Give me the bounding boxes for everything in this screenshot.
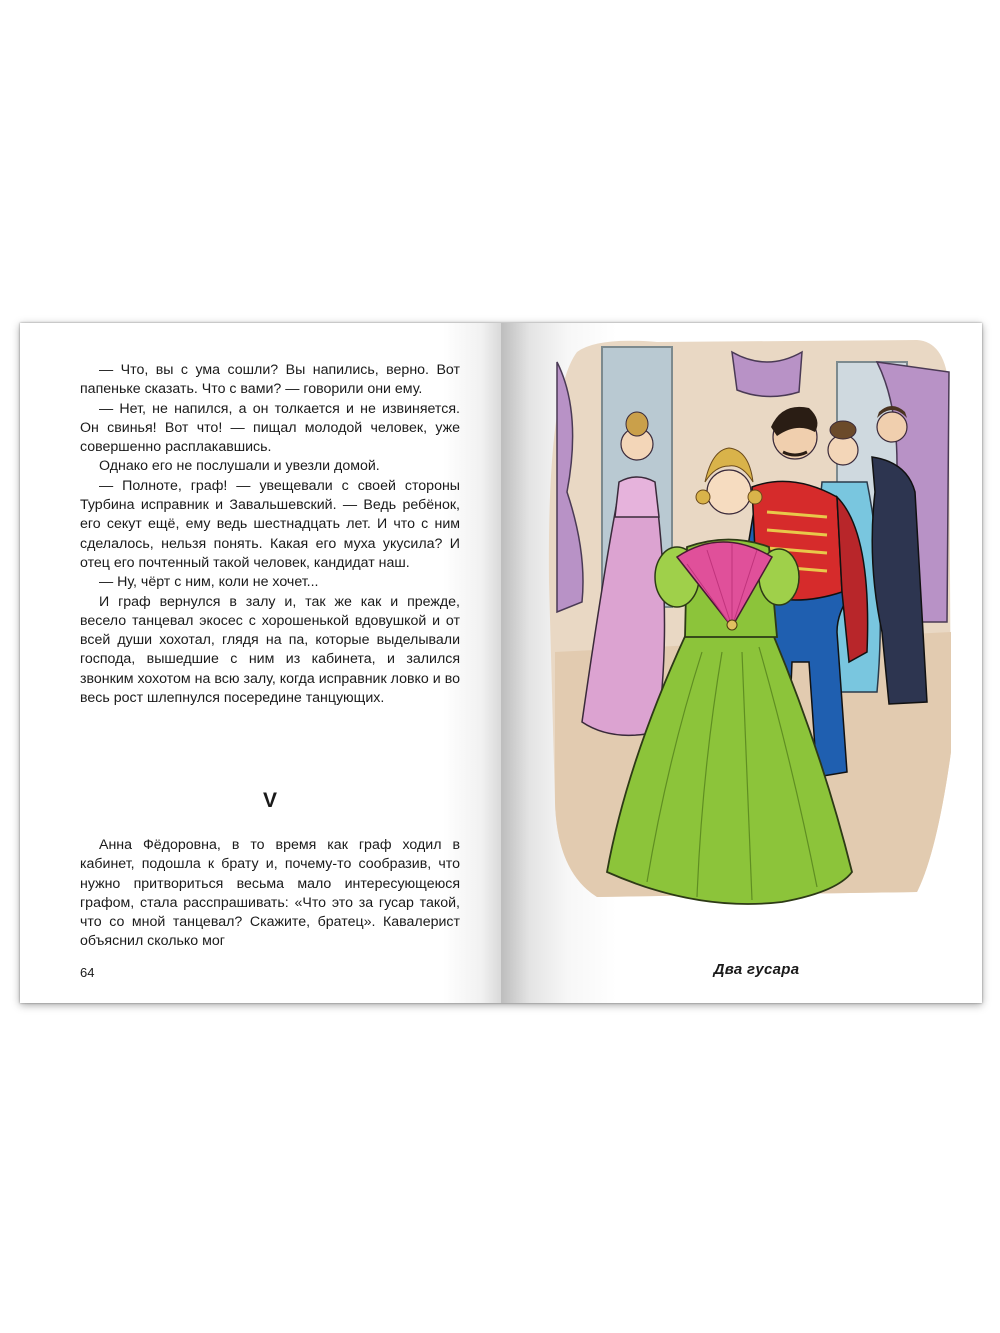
ballroom-illustration (537, 332, 957, 932)
paragraph: Однако его не послушали и увезли домой. (99, 458, 380, 475)
open-book (20, 323, 982, 1003)
paragraph: — Ну, чёрт с ним, коли не хочет... (99, 574, 319, 591)
paragraph: — Полноте, граф! — увещевали с своей стороны Турбина исправник и Завальшевский. — Ведь ребёнок, его секут ещё, ему ведь шестнадцать лет. И что с ним сделалось, нельзя понять. Какая его муха укусила? И отец его почтенный такой человек, кандидат наш. (80, 477, 460, 571)
text-block-top (80, 361, 460, 708)
text-block-chapter (80, 836, 460, 952)
paragraph: И граф вернулся в залу и, так же как и прежде, весело танцевал экосес с хорошенькой вдовушкой и от всей души хохотал, глядя на па, которые выделывали господа, вышедшие с ним из кабинета, и залился звонким хохотом на всю залу, когда исправник ловко и во весь рост шлепнулся посередине танцующих. (80, 593, 460, 707)
page-number: 64 (80, 965, 95, 980)
left-page (20, 323, 501, 1003)
paragraph: Анна Фёдоровна, в то время как граф ходил в кабинет, подошла к брату и, почему-то сообразив, что нужно притвориться весьма мало интересующеюся графом, стала расспрашивать: «Что это за гусар такой, что со мной танцевал? Скажите, братец». Кавалерист объяснил сколько мог (80, 837, 460, 950)
running-title: Два гусара (713, 961, 800, 978)
paragraph: — Что, вы с ума сошли? Вы напились, верно. Вот папеньке сказать. Что с вами? — говорили они ему. (80, 362, 460, 398)
paragraph: — Нет, не напился, а он толкается и не извиняется. Он свинья! Вот что! — пищал молодой человек, уже совершенно расплакавшись. (80, 400, 460, 456)
chapter-heading: V (262, 789, 277, 812)
